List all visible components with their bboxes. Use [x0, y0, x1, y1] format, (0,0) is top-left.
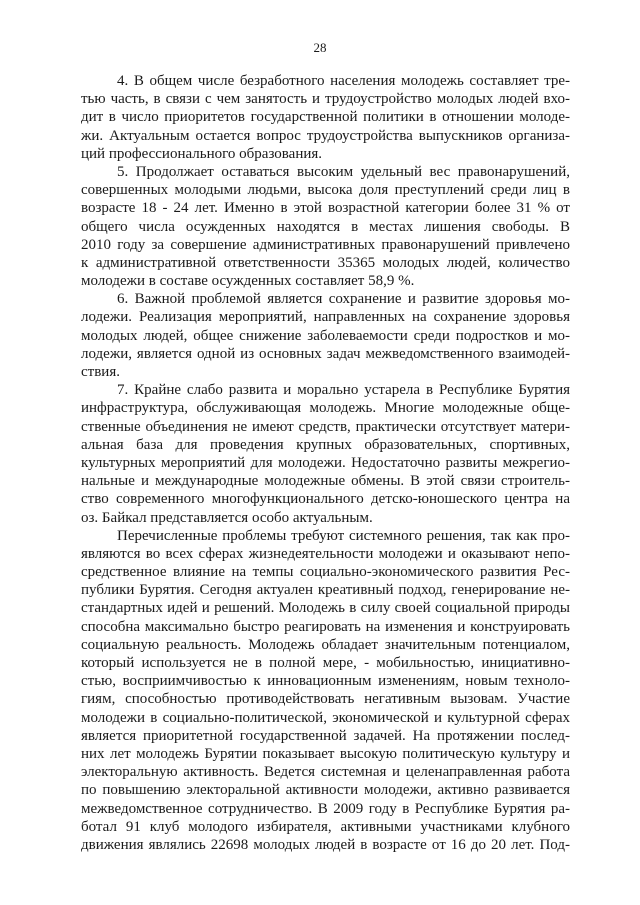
- text-line: культурных мероприятий для молодежи. Недостаточно развиты межрегио-: [81, 454, 570, 471]
- text-line: социальную реальность. Молодежь обладает значительным потенциалом,: [81, 636, 570, 653]
- text-line: альная база для проведения крупных образовательных, спортивных,: [81, 436, 570, 453]
- text-line: совершенных молодыми людьми, высока доля преступлений среди лиц в: [81, 182, 570, 199]
- text-line: по повышению электоральной активности молодежи, активно развивается: [81, 782, 570, 799]
- text-line: является приоритетной государственной задачей. На протяжении послед-: [81, 727, 570, 744]
- text-line: средственное влияние на темпы социально-экономического развития Рес-: [81, 564, 570, 581]
- paragraph-5: [81, 163, 570, 290]
- text-line: нальные и международные молодежные обмены. В этой связи строитель-: [81, 473, 570, 490]
- paragraph-7: [81, 381, 570, 527]
- text-line: 2010 году за совершение административных правонарушений привлечено: [81, 236, 570, 253]
- text-line: межведомственное сотрудничество. В 2009 году в Республике Бурятия ра-: [81, 800, 570, 817]
- text-line: Перечисленные проблемы требуют системного решения, так как про-: [117, 527, 570, 544]
- text-line: движения являлись 22698 молодых людей в возрасте от 16 до 20 лет. Под-: [81, 836, 570, 853]
- text-line: электоральную активность. Ведется системная и целенаправленная работа: [81, 764, 570, 781]
- text-line: инфраструктура, обслуживающая молодежь. Многие молодежные обще-: [81, 400, 570, 417]
- text-line: лодежи, является одной из основных задач межведомственного взаимодей-: [81, 345, 570, 362]
- text-line: к административной ответственности 35365 молодых людей, количество: [81, 254, 570, 271]
- text-line: ботал 91 клуб молодого избирателя, активными участниками клубного: [81, 818, 570, 835]
- text-line: ство современного многофункционального детско-юношеского центра на: [81, 491, 570, 508]
- text-line: дит в число приоритетов государственной политики в отношении молоде-: [81, 109, 570, 126]
- text-line: ственные объединения не имеют средств, практически отсутствует матери-: [81, 418, 570, 435]
- text-line: них лет молодежь Бурятии показывает высокую политическую культуру и: [81, 745, 570, 762]
- text-line: жи. Актуальным остается вопрос трудоустройства выпускников организа-: [81, 127, 570, 144]
- text-line: оз. Байкал представляется особо актуальным.: [81, 509, 373, 526]
- text-line: лодежи. Реализация мероприятий, направленных на сохранение здоровья: [81, 309, 570, 326]
- text-line: общего числа осужденных находятся в местах лишения свободы. В: [81, 218, 570, 235]
- page-number: 28: [313, 40, 327, 55]
- text-line: стандартных идей и решений. Молодежь в силу своей социальной природы: [81, 600, 570, 617]
- text-line: молодых людей, общее снижение заболеваемости среди подростков и мо-: [81, 327, 570, 344]
- text-line: ствия.: [81, 364, 120, 380]
- text-line: который используется не в полной мере, - мобильностью, инициативно-: [81, 655, 570, 671]
- text-line: тью часть, в связи с чем занятость и трудоустройство молодых людей вхо-: [81, 91, 570, 108]
- text-line: возрасте 18 - 24 лет. Именно в этой возрастной категории более 31 % от: [81, 200, 570, 217]
- text-line: стью, восприимчивостью к инновационным изменениям, новым техноло-: [81, 673, 570, 690]
- text-line: способна максимально быстро реагировать на изменения и конструировать: [81, 618, 570, 635]
- text-line: 7. Крайне слабо развита и морально устарела в Республике Бурятия: [117, 382, 570, 399]
- paragraph-6: [81, 290, 570, 381]
- text-line: 4. В общем числе безработного населения молодежь составляет тре-: [117, 73, 570, 89]
- paragraph-4: [81, 72, 570, 163]
- paragraph-8: [81, 527, 570, 854]
- text-line: гиям, способностью противодействовать негативным вызовам. Участие: [81, 691, 570, 708]
- text-line: ций профессионального образования.: [81, 145, 323, 162]
- text-line: молодежи в составе осужденных составляет 58,9 %.: [81, 273, 415, 290]
- text-line: 5. Продолжает оставаться высоким удельный вес правонарушений,: [117, 163, 570, 180]
- text-line: 6. Важной проблемой является сохранение и развитие здоровья мо-: [117, 291, 570, 308]
- text-line: являются во всех сферах жизнедеятельности молодежи и оказывают непо-: [81, 545, 570, 562]
- document-body: [81, 72, 570, 854]
- text-line: молодежи в социально-политической, экономической и культурной сферах: [81, 709, 570, 726]
- text-line: публики Бурятия. Сегодня актуален креативный подход, генерирование не-: [81, 582, 570, 599]
